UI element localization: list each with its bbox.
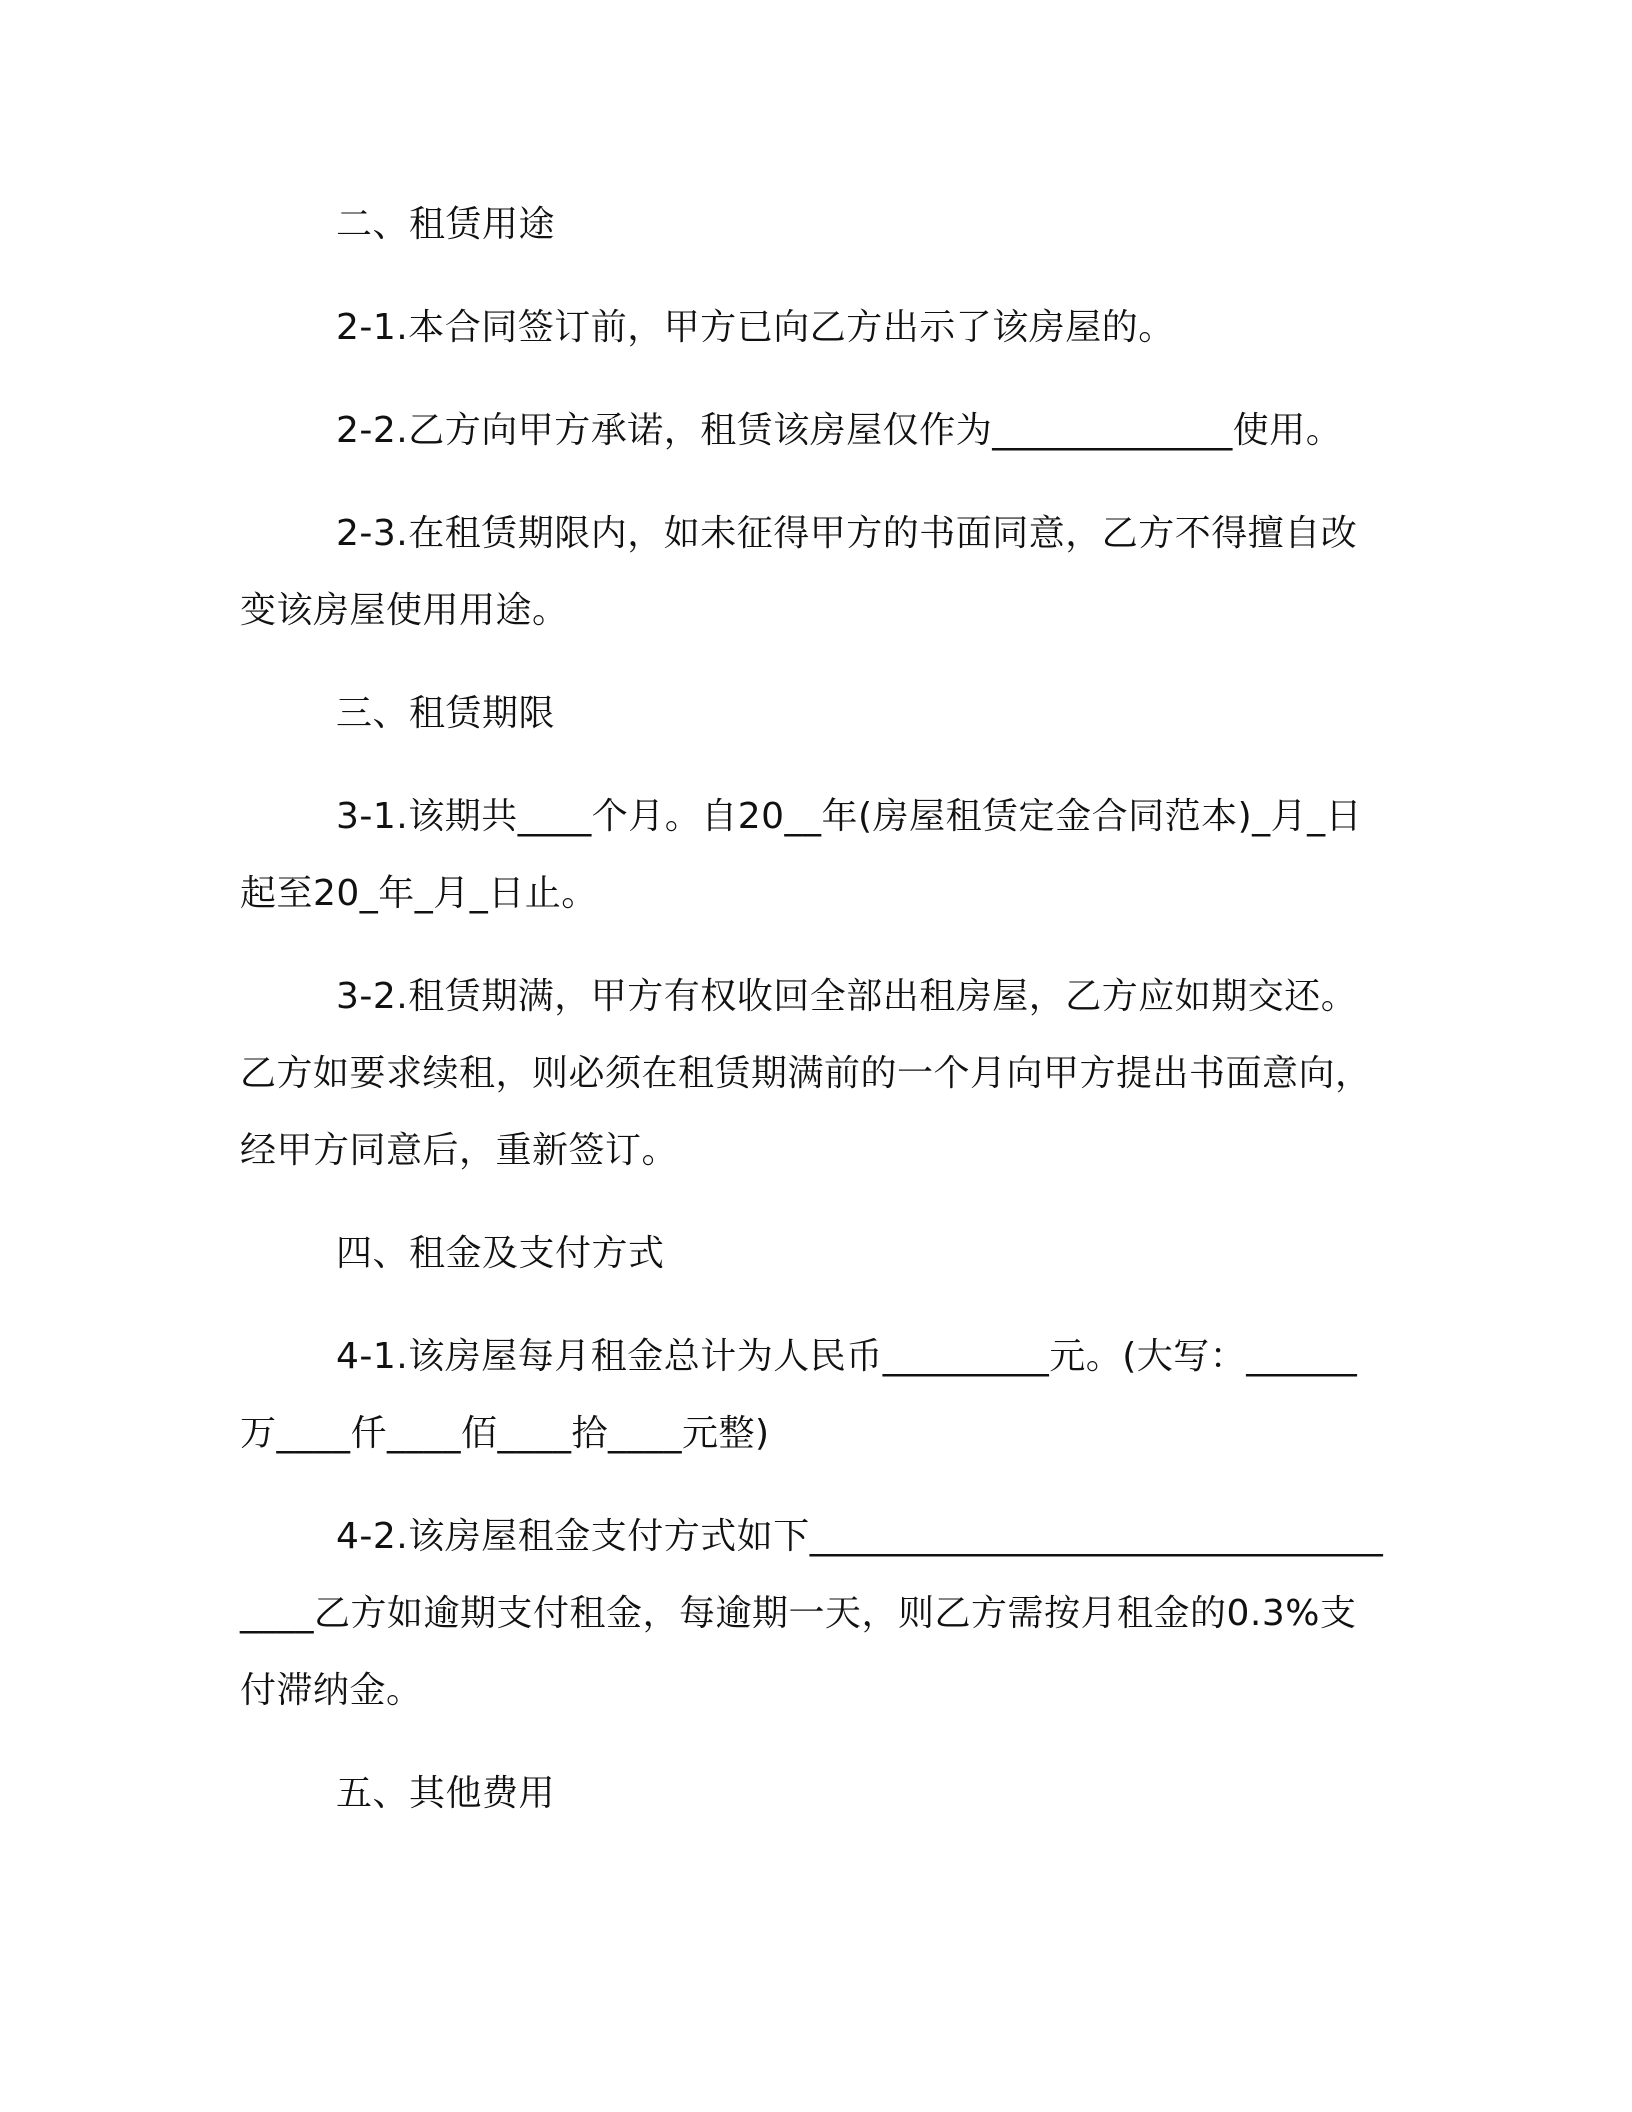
section-heading-term: 三、租赁期限 xyxy=(336,693,556,734)
section-heading-other-fees: 五、其他费用 xyxy=(336,1773,556,1814)
clause-3-1: 3-1.该期共____个月。自20__年(房屋租赁定金合同范本)_月_日起至20_年_月_日止。 xyxy=(240,796,1363,914)
clause-2-1: 2-1.本合同签订前，甲方已向乙方出示了该房屋的。 xyxy=(336,307,1175,348)
clause-4-1: 4-1.该房屋每月租金总计为人民币_________元。(大写：______万____仟____佰____拾____元整) xyxy=(240,1336,1358,1454)
clause-3-2: 3-2.租赁期满，甲方有权收回全部出租房屋，乙方应如期交还。乙方如要求续租，则必须在租赁期满前的一个月向甲方提出书面意向，经甲方同意后，重新签订。 xyxy=(240,976,1372,1171)
section-heading-usage: 二、租赁用途 xyxy=(336,204,556,245)
section-heading-rent: 四、租金及支付方式 xyxy=(336,1233,665,1274)
document-body xyxy=(240,186,1390,1858)
clause-2-2: 2-2.乙方向甲方承诺，租赁该房屋仅作为_____________使用。 xyxy=(336,410,1343,451)
clause-4-2: 4-2.该房屋租金支付方式如下___________________________________乙方如逾期支付租金，每逾期一天，则乙方需按月租金的0.3%支付滞纳金。 xyxy=(240,1516,1384,1711)
clause-2-3: 2-3.在租赁期限内，如未征得甲方的书面同意，乙方不得擅自改变该房屋使用用途。 xyxy=(240,513,1358,631)
